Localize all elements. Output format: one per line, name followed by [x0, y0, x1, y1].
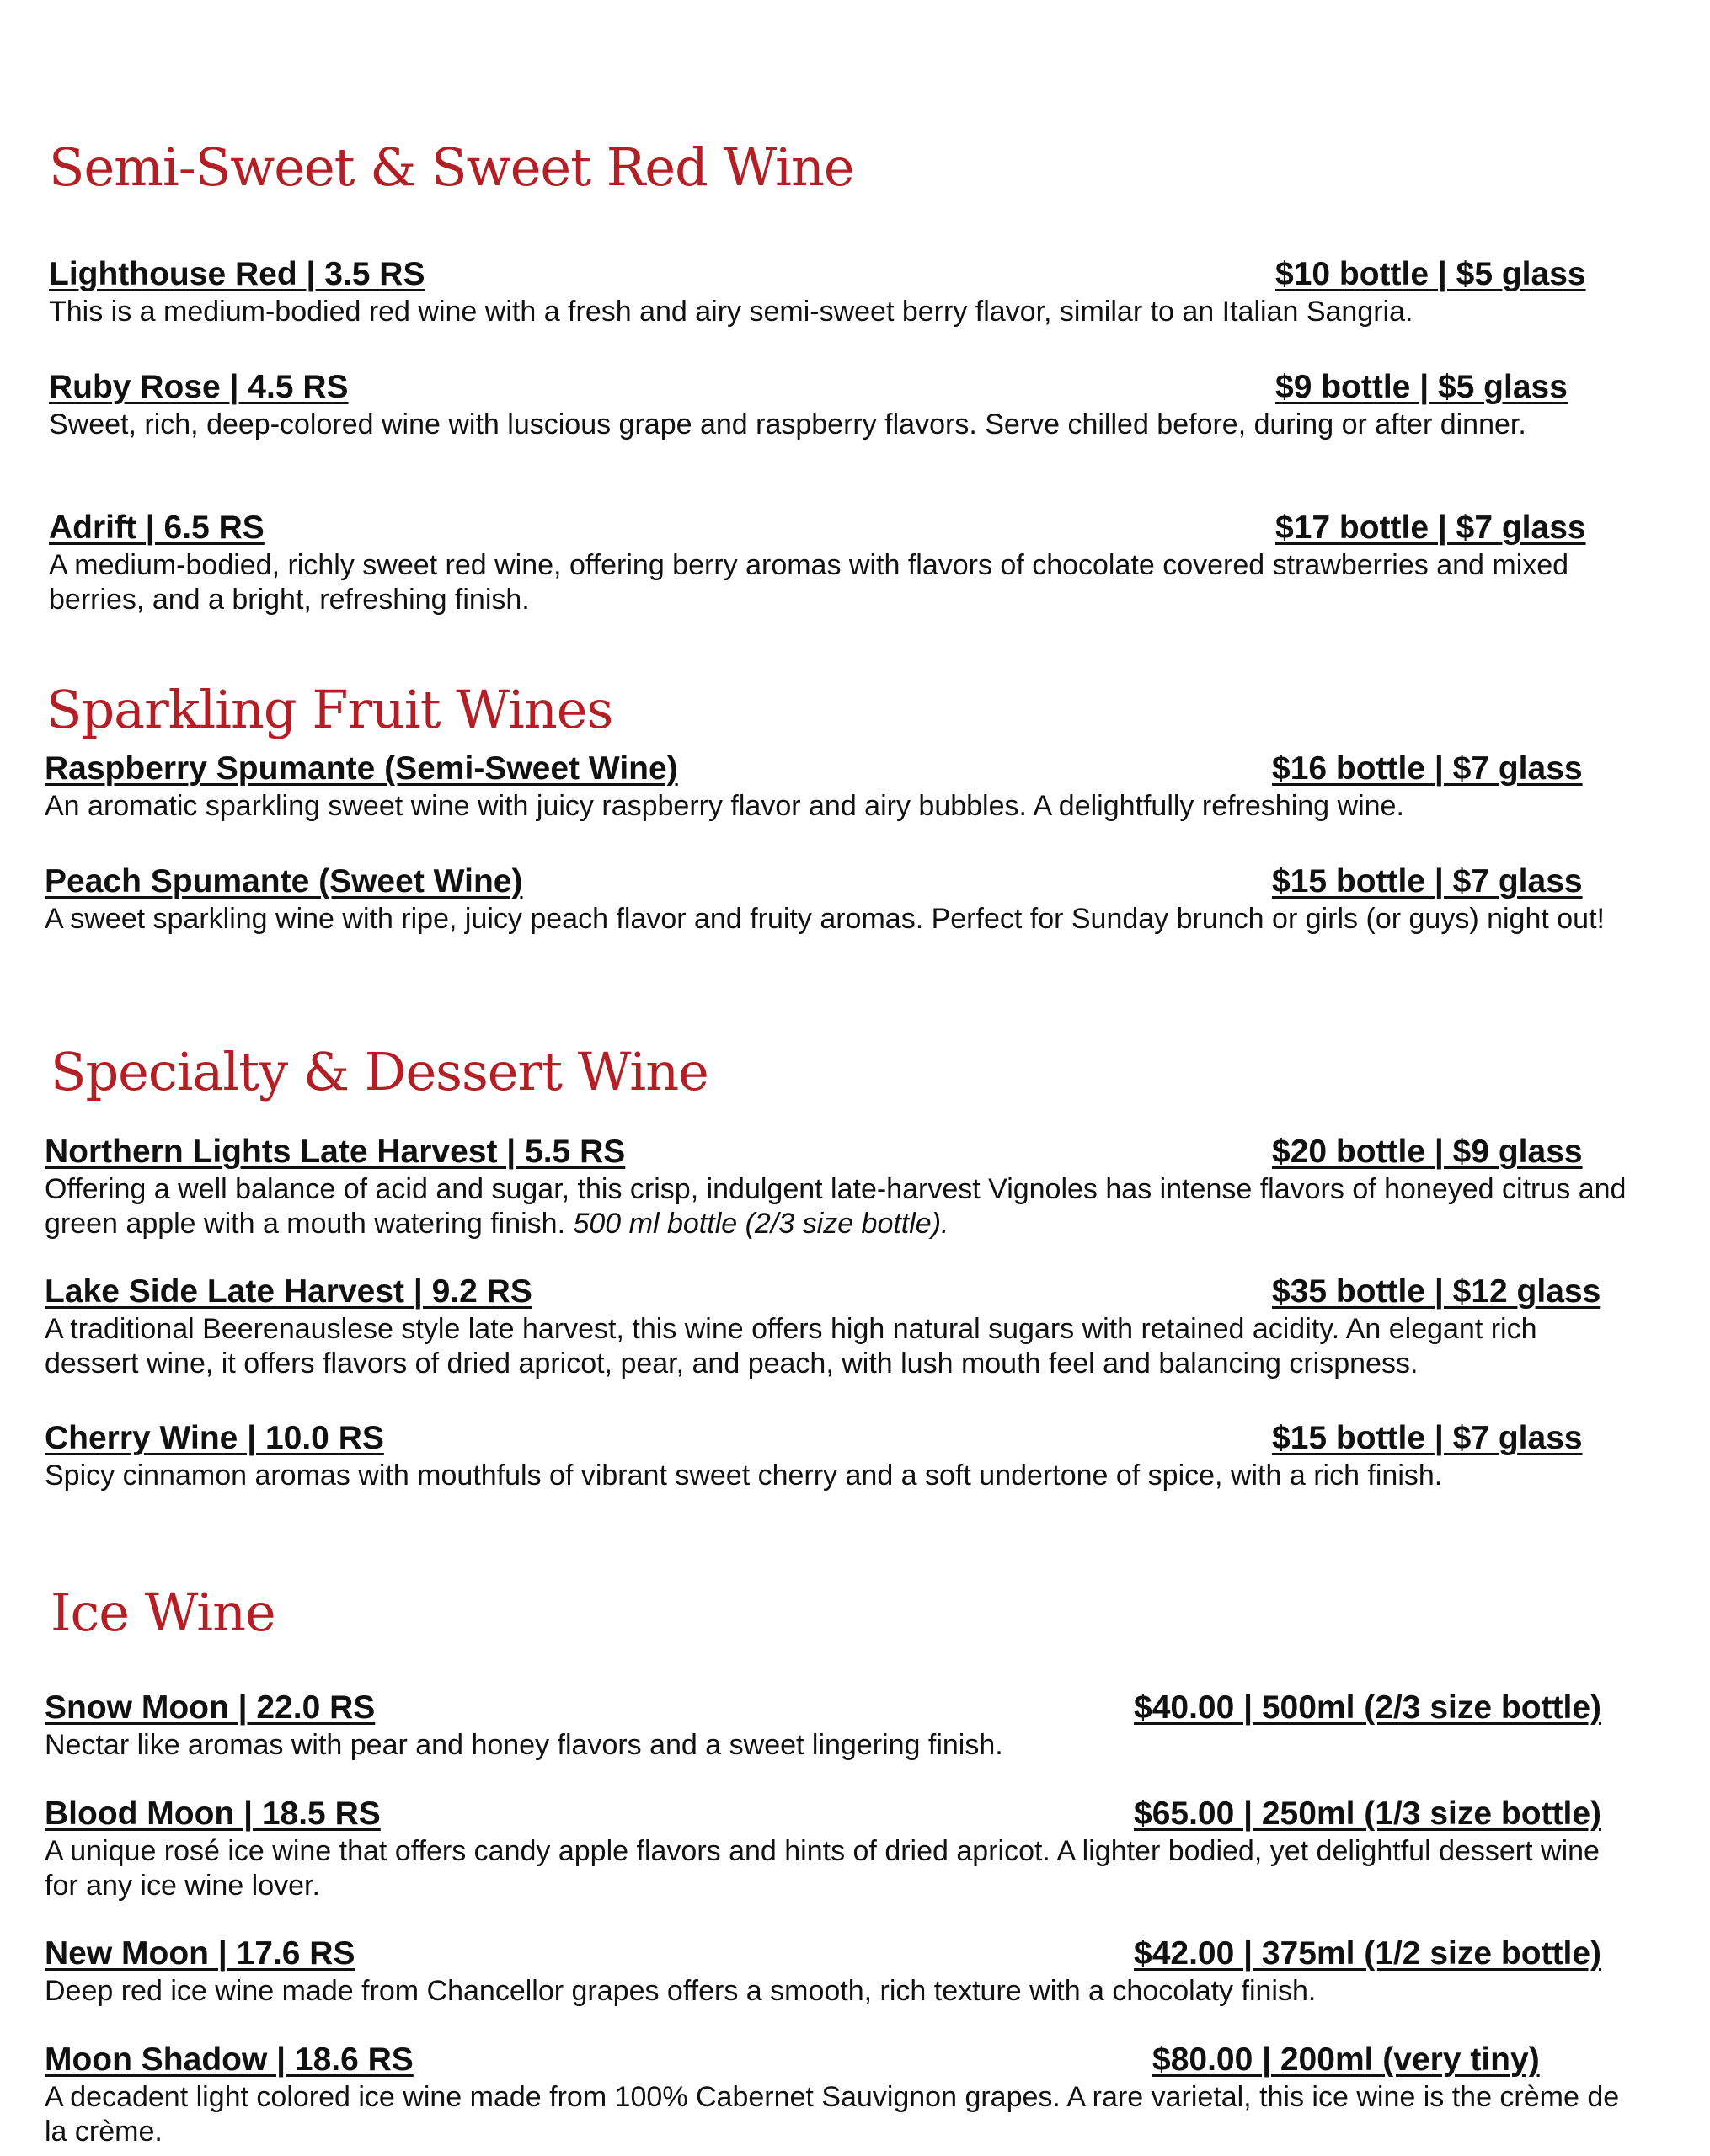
wine-price: $10 bottle | $5 glass	[1275, 256, 1586, 292]
wine-item-raspberry-spumante	[45, 750, 1628, 824]
wine-item-ruby-rose	[49, 369, 1633, 442]
bottle-size-note: 500 ml bottle (2/3 size bottle).	[573, 1208, 949, 1240]
wine-description	[45, 1172, 1628, 1241]
wine-price: $16 bottle | $7 glass	[1272, 750, 1583, 787]
wine-description: Sweet, rich, deep-colored wine with luscious grape and raspberry flavors. Serve chilled before, during or after dinner.	[49, 408, 1526, 440]
wine-price: $15 bottle | $7 glass	[1272, 1420, 1583, 1456]
wine-item-peach-spumante	[45, 863, 1628, 937]
wine-item-adrift	[49, 510, 1633, 617]
wine-description: A sweet sparkling wine with ripe, juicy peach flavor and fruity aromas. Perfect for Sunday brunch or girls (or guys) night out!	[45, 903, 1605, 935]
wine-price: $35 bottle | $12 glass	[1272, 1273, 1601, 1310]
section-heading-red-wine: Semi-Sweet & Sweet Red Wine	[49, 136, 854, 198]
wine-description: Deep red ice wine made from Chancellor grapes offers a smooth, rich texture with a chocolaty finish.	[45, 1975, 1317, 2007]
wine-description: A decadent light colored ice wine made from 100% Cabernet Sauvignon grapes. A rare varietal, this ice wine is the crème de la crème.	[45, 2081, 1620, 2148]
wine-item-lake-side	[45, 1273, 1628, 1381]
wine-name: Moon Shadow | 18.6 RS	[45, 2041, 414, 2078]
wine-name: Lake Side Late Harvest | 9.2 RS	[45, 1273, 532, 1310]
wine-description: A unique rosé ice wine that offers candy apple flavors and hints of dried apricot. A lighter bodied, yet delightful dessert wine for any ice wine lover.	[45, 1835, 1600, 1902]
wine-price: $42.00 | 375ml (1/2 size bottle)	[1134, 1935, 1602, 1972]
section-heading-dessert-wine: Specialty & Dessert Wine	[51, 1041, 708, 1102]
wine-price: $15 bottle | $7 glass	[1272, 863, 1583, 899]
wine-item-moon-shadow	[45, 2041, 1637, 2149]
wine-item-lighthouse-red	[49, 256, 1633, 329]
wine-name: Raspberry Spumante (Semi-Sweet Wine)	[45, 750, 678, 787]
wine-item-new-moon	[45, 1935, 1637, 2009]
wine-description: Nectar like aromas with pear and honey flavors and a sweet lingering finish.	[45, 1729, 1003, 1761]
section-heading-sparkling-wines: Sparkling Fruit Wines	[46, 679, 613, 740]
section-heading-ice-wine: Ice Wine	[51, 1582, 275, 1643]
wine-name: Adrift | 6.5 RS	[49, 510, 265, 546]
wine-price: $80.00 | 200ml (very tiny)	[1152, 2041, 1540, 2078]
wine-item-blood-moon	[45, 1796, 1637, 1903]
wine-name: New Moon | 17.6 RS	[45, 1935, 355, 1972]
wine-price: $9 bottle | $5 glass	[1275, 369, 1568, 405]
wine-description: This is a medium-bodied red wine with a fresh and airy semi-sweet berry flavor, similar to an Italian Sangria.	[49, 296, 1413, 328]
wine-item-cherry-wine	[45, 1420, 1628, 1493]
wine-price: $20 bottle | $9 glass	[1272, 1134, 1583, 1170]
wine-price: $65.00 | 250ml (1/3 size bottle)	[1134, 1796, 1602, 1832]
wine-price: $17 bottle | $7 glass	[1275, 510, 1586, 546]
wine-description: A traditional Beerenauslese style late harvest, this wine offers high natural sugars with retained acidity. An elegant rich dessert wine, it offers flavors of dried apricot, pear, and peach, with lush mouth feel and balancing crispness.	[45, 1313, 1537, 1380]
wine-name: Ruby Rose | 4.5 RS	[49, 369, 349, 405]
wine-description-text: Offering a well balance of acid and sugar, this crisp, indulgent late-harvest Vignoles has intense flavors of honeyed citrus and green apple with a mouth watering finish.	[45, 1173, 1627, 1240]
wine-name: Blood Moon | 18.5 RS	[45, 1796, 381, 1832]
wine-item-snow-moon	[45, 1689, 1637, 1763]
wine-description: An aromatic sparkling sweet wine with juicy raspberry flavor and airy bubbles. A delightfully refreshing wine.	[45, 790, 1404, 822]
wine-price: $40.00 | 500ml (2/3 size bottle)	[1134, 1689, 1602, 1726]
wine-name: Northern Lights Late Harvest | 5.5 RS	[45, 1134, 626, 1170]
wine-description: A medium-bodied, richly sweet red wine, offering berry aromas with flavors of chocolate covered strawberries and mixed berries, and a bright, refreshing finish.	[49, 549, 1569, 616]
wine-description: Spicy cinnamon aromas with mouthfuls of vibrant sweet cherry and a soft undertone of spice, with a rich finish.	[45, 1460, 1443, 1492]
wine-name: Snow Moon | 22.0 RS	[45, 1689, 376, 1726]
wine-name: Cherry Wine | 10.0 RS	[45, 1420, 384, 1456]
wine-item-northern-lights	[45, 1134, 1628, 1241]
wine-name: Lighthouse Red | 3.5 RS	[49, 256, 425, 292]
wine-name: Peach Spumante (Sweet Wine)	[45, 863, 523, 899]
